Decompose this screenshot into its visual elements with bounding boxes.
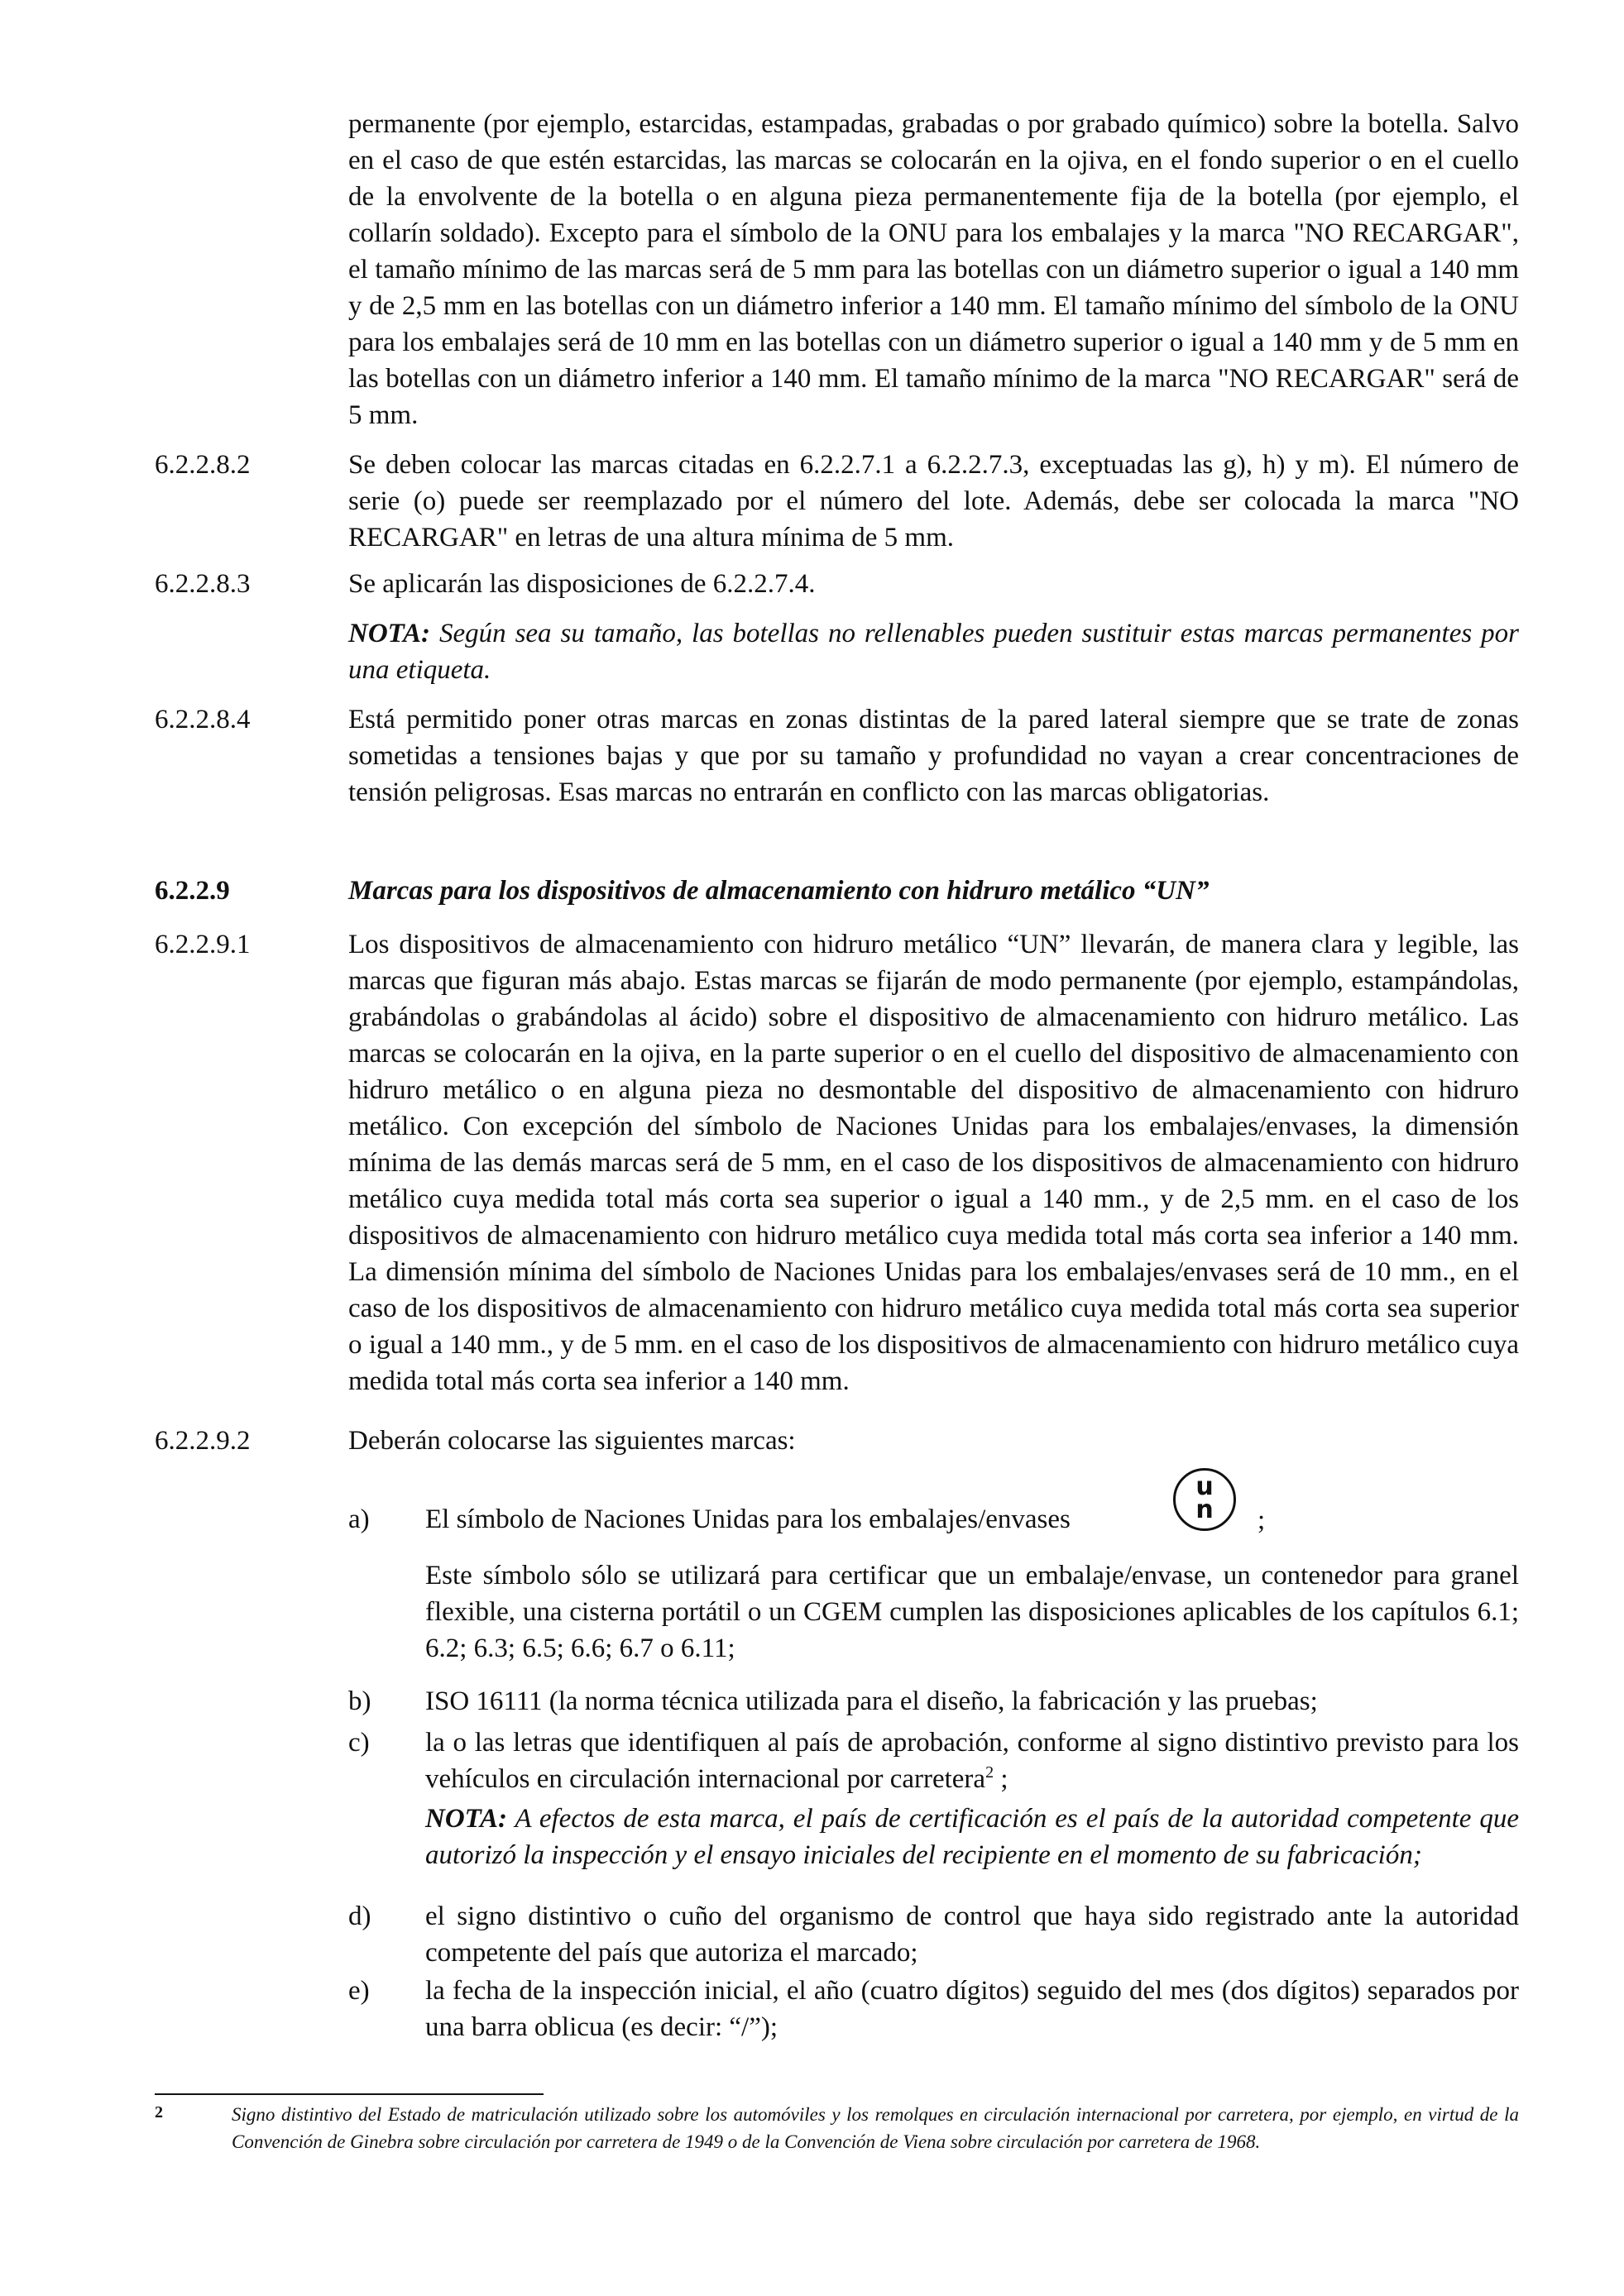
section-6-2-2-8-2 <box>155 447 1519 556</box>
item-letter: d) <box>348 1901 371 1931</box>
item-letter: e) <box>348 1976 370 2006</box>
section-6-2-2-9-2 <box>155 1423 1519 1459</box>
item-letter: c) <box>348 1728 370 1758</box>
item-text-end: ; <box>994 1764 1008 1794</box>
section-title: Marcas para los dispositivos de almacenamiento con hidruro metálico “UN” <box>348 876 1210 906</box>
section-text: Deberán colocarse las siguientes marcas: <box>348 1426 796 1456</box>
note-label: NOTA: <box>425 1804 507 1834</box>
section-number: 6.2.2.9.2 <box>155 1426 251 1456</box>
item-text: El símbolo de Naciones Unidas para los embalajes/envases <box>425 1504 1071 1534</box>
list-item-c <box>348 1724 1519 1873</box>
section-number: 6.2.2.9 <box>155 876 230 906</box>
section-note <box>348 615 1519 688</box>
section-text: Se aplicarán las disposiciones de 6.2.2.7.4. <box>348 569 816 599</box>
item-text: ISO 16111 (la norma técnica utilizada para el diseño, la fabricación y las pruebas; <box>425 1686 1318 1716</box>
section-text: Está permitido poner otras marcas en zonas distintas de la pared lateral siempre que se trate de zonas sometidas a tensiones bajas y que por su tamaño y profundidad no vayan a crear concentraciones de tensión peligrosas. Esas marcas no entrarán en conflicto con las marcas obligatorias. <box>348 705 1519 807</box>
section-text: Se deben colocar las marcas citadas en 6.2.2.7.1 a 6.2.2.7.3, exceptuadas las g), h) y m). El número de serie (o) puede ser reemplazado por el número del lote. Además, debe ser colocada la marca "NO RECARGAR" en letras de una altura mínima de 5 mm. <box>348 450 1519 552</box>
section-text: Los dispositivos de almacenamiento con hidruro metálico “UN” llevarán, de manera clara y legible, las marcas que figuran más abajo. Estas marcas se fijarán de modo permanente (por ejemplo, estampándolas, grabándolas o grabándolas al ácido) sobre el dispositivo de almacenamiento con hidruro metálico. Las marcas se colocarán en la ojiva, en la parte superior o en el cuello del dispositivo de almacenamiento con hidruro metálico o en alguna pieza no desmontable del dispositivo de almacenamiento con hidruro metálico. Con excepción del símbolo de Naciones Unidas para los embalajes/envases, la dimensión mínima de las demás marcas será de 5 mm, en el caso de los dispositivos de almacenamiento con hidruro metálico cuya medida total más corta sea superior o igual a 140 mm., y de 2,5 mm. en el caso de los dispositivos de almacenamiento con hidruro metálico cuya medida total más corta sea inferior a 140 mm. La dimensión mínima del símbolo de Naciones Unidas para los embalajes/envases será de 10 mm., en el caso de los dispositivos de almacenamiento con hidruro metálico cuya medida total más corta sea superior o igual a 140 mm., y de 5 mm. en el caso de los dispositivos de almacenamiento con hidruro metálico cuya medida total más corta sea inferior a 140 mm. <box>348 930 1519 1396</box>
item-letter: a) <box>348 1504 370 1534</box>
lead-paragraph: permanente (por ejemplo, estarcidas, estampadas, grabadas o por grabado químico) sobre la botella. Salvo en el caso de que estén estarcidas, las marcas se colocarán en la ojiva, en el fondo superior o en el cuello de la envolvente de la botella o en alguna pieza permanentemente fija de la botella (por ejemplo, el collarín soldado). Excepto para el símbolo de la ONU para los embalajes y la marca "NO RECARGAR", el tamaño mínimo de las marcas será de 5 mm para las botellas con un diámetro superior o igual a 140 mm y de 2,5 mm en las botellas con un diámetro inferior a 140 mm. El tamaño mínimo del símbolo de la ONU para los embalajes será de 10 mm en las botellas con un diámetro superior o igual a 140 mm y de 5 mm en las botellas con un diámetro inferior a 140 mm. El tamaño mínimo de la marca "NO RECARGAR" será de 5 mm. <box>348 109 1519 430</box>
section-6-2-2-9-1 <box>155 926 1519 1399</box>
un-symbol-bottom: n <box>1195 1495 1214 1524</box>
item-letter: b) <box>348 1686 371 1716</box>
section-number: 6.2.2.8.2 <box>155 450 251 480</box>
footnote-text: Signo distintivo del Estado de matriculación utilizado sobre los automóviles y los remolques en circulación internacional por carretera, por ejemplo, en virtud de la Convención de Ginebra sobre circulación por carretera de 1949 o de la Convención de Viena sobre circulación por carretera de 1968. <box>232 2104 1519 2152</box>
list-item-a-explanation <box>348 1557 1519 1667</box>
section-6-2-2-8-4 <box>155 701 1519 811</box>
un-packaging-symbol-icon <box>1173 1468 1236 1531</box>
item-text: el signo distintivo o cuño del organismo de control que haya sido registrado ante la autoridad competente del país que autoriza el marcado; <box>425 1901 1519 1968</box>
note-text: A efectos de esta marca, el país de certificación es el país de la autoridad competente que autorizó la inspección y el ensayo iniciales del recipiente en el momento de su fabricación; <box>425 1804 1519 1870</box>
note-text: Según sea su tamaño, las botellas no rellenables pueden sustituir estas marcas permanentes por una etiqueta. <box>348 619 1519 685</box>
item-explanation: Este símbolo sólo se utilizará para certificar que un embalaje/envase, un contenedor para granel flexible, una cisterna portátil o un CGEM cumplen las disposiciones aplicables de los capítulos 6.1; 6.2; 6.3; 6.5; 6.6; 6.7 o 6.11; <box>425 1561 1519 1663</box>
section-6-2-2-8-3 <box>155 566 1519 688</box>
item-a-semicolon: ; <box>1258 1505 1266 1535</box>
section-6-2-2-9-heading <box>155 873 1519 909</box>
footnote-mark: 2 <box>155 2103 163 2121</box>
footnote-divider <box>155 2093 544 2095</box>
section-number: 6.2.2.8.4 <box>155 705 251 734</box>
list-item-b <box>348 1683 1519 1720</box>
section-number: 6.2.2.8.3 <box>155 569 251 599</box>
list-item-a <box>348 1495 1519 1538</box>
item-text-main: la o las letras que identifiquen al país de aprobación, conforme al signo distintivo previsto para los vehículos en circulación internacional por carretera <box>425 1728 1519 1794</box>
section-number: 6.2.2.9.1 <box>155 930 251 959</box>
list-item-d <box>348 1898 1519 1971</box>
footnote-reference[interactable]: 2 <box>985 1763 994 1782</box>
un-symbol-top: u <box>1195 1472 1214 1501</box>
note-label: NOTA: <box>348 619 430 648</box>
item-text: la fecha de la inspección inicial, el año (cuatro dígitos) seguido del mes (dos dígitos) separados por una barra oblicua (es decir: “/”); <box>425 1976 1519 2042</box>
item-text <box>425 1724 1519 1797</box>
list-item-e <box>348 1973 1519 2045</box>
item-c-note <box>425 1801 1519 1873</box>
